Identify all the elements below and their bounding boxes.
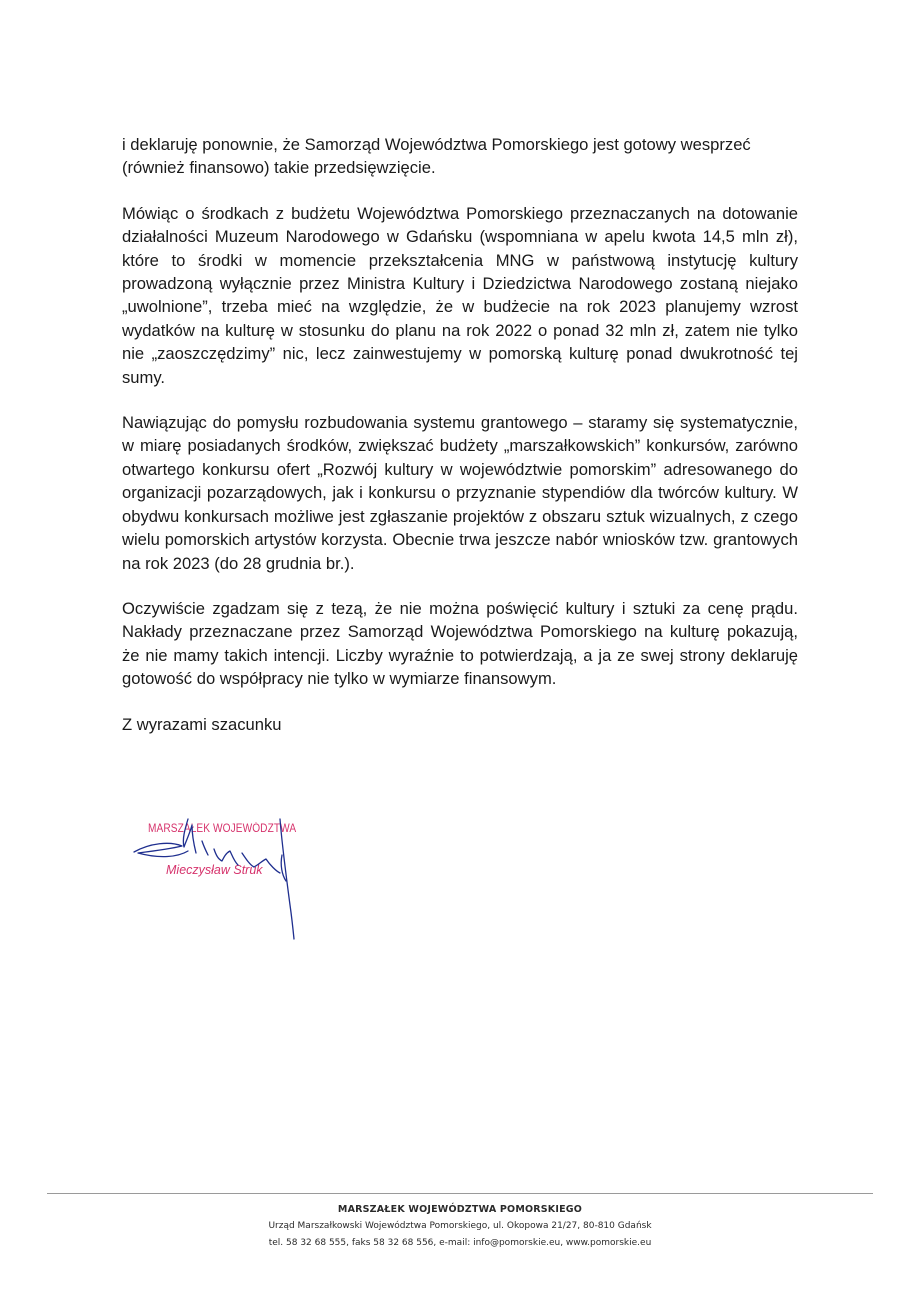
paragraph-budget: Mówiąc o środkach z budżetu Województwa Pomorskiego przeznaczanych na dotowanie działalności Muzeum Narodowego w Gdańsku (wspomniana w apelu kwota 14,5 mln zł), które to środki w momencie przekształcenia MNG w państwową instytucję kultury prowadzoną wyłącznie przez Ministra Kultury i Dziedzictwa Narodowego zostaną niejako „uwolnione”, trzeba mieć na względzie, że w budżecie na rok 2023 planujemy wzrost wydatków na kulturę w stosunku do planu na rok 2022 o ponad 32 mln zł, zatem nie tylko nie „zaoszczędzimy” nic, lecz zainwestujemy w pomorską kulturę ponad dwukrotność tej sumy. — [122, 203, 798, 387]
paragraph-conclusion: Oczywiście zgadzam się z tezą, że nie można poświęcić kultury i sztuki za cenę prądu. Nakłady przeznaczane przez Samorząd Województwa Pomorskiego na kulturę pokazują, że nie mamy takich intencji. Liczby wyraźnie to potwierdzają, a ja ze swej strony deklaruję gotowość do współpracy nie tylko w wymiarze finansowym. — [122, 598, 798, 689]
footer-address: Urząd Marszałkowski Województwa Pomorskiego, ul. Okopowa 21/27, 80-810 Gdańsk — [268, 1221, 652, 1231]
closing-salutation: Z wyrazami szacunku — [122, 714, 282, 734]
paragraph-declaration: i deklaruję ponownie, że Samorząd Województwa Pomorskiego jest gotowy wesprzeć (również finansowo) takie przedsięwzięcie. — [122, 135, 751, 178]
letter-body — [122, 133, 798, 736]
stamp-title: MARSZAŁEK WOJEWÓDZTWA — [148, 823, 297, 835]
stamp-name: Mieczysław Struk — [166, 863, 263, 877]
footer-title: MARSZAŁEK WOJEWÓDZTWA POMORSKIEGO — [337, 1204, 583, 1215]
handwritten-signature — [130, 815, 320, 945]
letterhead-footer — [0, 1202, 920, 1252]
footer-divider — [47, 1193, 873, 1194]
paragraph-grants: Nawiązując do pomysłu rozbudowania systemu grantowego – staramy się systematycznie, w miarę posiadanych środków, zwiększać budżety „marszałkowskich” konkursów, zarówno otwartego konkursu ofert „Rozwój kultury w województwie pomorskim” adresowanego do organizacji pozarządowych, jak i konkursu o przyznanie stypendiów dla twórców kultury. W obydwu konkursach możliwe jest zgłaszanie projektów z obszaru sztuk wizualnych, z czego wielu pomorskich artystów korzysta. Obecnie trwa jeszcze nabór wniosków tzw. grantowych na rok 2023 (do 28 grudnia br.). — [122, 413, 798, 573]
footer-contact: tel. 58 32 68 555, faks 58 32 68 556, e-mail: info@pomorskie.eu, www.pomorskie.eu — [268, 1238, 652, 1248]
signature-block — [130, 815, 320, 945]
